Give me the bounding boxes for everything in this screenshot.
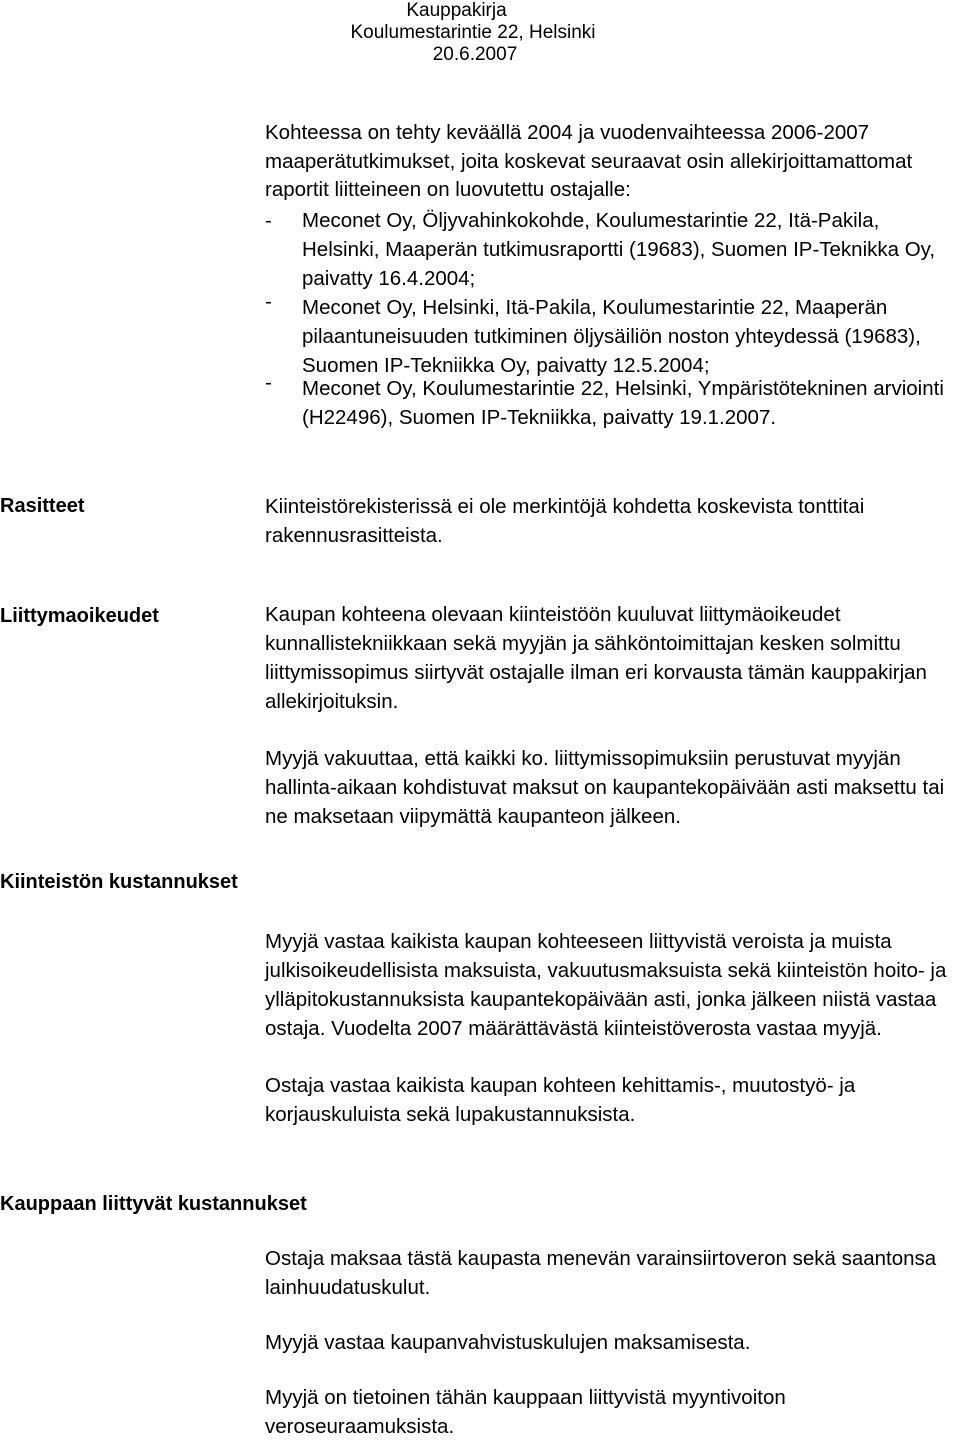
paragraph: Myyjä vastaa kaikista kaupan kohteeseen liittyvistä veroista ja muista julkisoikeudellisista maksuista, vakuutusmaksuista sekä kiinteistön hoito- ja ylläpitokustannuksista kaupantekopäivään asti, jonka jälkeen niistä vastaa ostaja. Vuodelta 2007 määrättävästä kiinteistöverosta vastaa myyjä. [265,930,947,1040]
paragraph: Ostaja vastaa kaikista kaupan kohteen kehittamis-, muutostyö- ja korjauskuluista sekä lupakustannuksista. [265,1074,856,1126]
report-list [265,206,955,432]
list-bullet: - [265,290,272,313]
report-text: Meconet Oy, Koulumestarintie 22, Helsinki, Ympäristötekninen arviointi (H22496), Suomen IP-Tekniikka, paivatty 19.1.2007. [302,377,944,429]
paragraph: Ostaja maksaa tästä kaupasta menevän varainsiirtoveron sekä saantonsa lainhuudatuskulut. [265,1247,937,1299]
paragraph: Myyjä vastaa kaupanvahvistuskulujen maksamisesta. [265,1331,751,1354]
intro-paragraph: Kohteessa on tehty keväällä 2004 ja vuodenvaihteessa 2006-2007 maaperätutkimukset, joita koskevat seuraavat osin allekirjoittamattomat raportit liitteineen on luovutettu ostajalle: [265,121,913,201]
list-item [265,206,955,293]
report-text: Meconet Oy, Helsinki, Itä-Pakila, Koulumestarintie 22, Maaperän pilaantuneisuuden tutkiminen öljysäiliön noston yhteydessä (19683), Suomen IP-Tekniikka Oy, paivatty 12.5.2004; [302,296,921,377]
list-bullet: - [265,371,272,394]
paragraph: Kiinteistörekisterissä ei ole merkintöjä kohdetta koskevista tonttitai rakennusrasitteista. [265,495,865,547]
section-body-kauppaan-liittyvat-kustannukset [265,1244,955,1441]
section-body-kiinteiston-kustannukset [265,927,955,1129]
section-heading-kiinteiston-kustannukset: Kiinteistön kustannukset [0,871,238,893]
report-text: Meconet Oy, Öljyvahinkokohde, Koulumestarintie 22, Itä-Pakila, Helsinki, Maaperän tutkimusraportti (19683), Suomen IP-Teknikka Oy, paivatty 16.4.2004; [302,209,936,290]
property-address: Koulumestarintie 22, Helsinki [350,22,596,43]
section-heading-liittymaoikeudet: Liittymaoikeudet [0,605,159,627]
list-bullet: - [265,209,272,232]
list-item [265,371,955,432]
paragraph: Myyjä on tietoinen tähän kauppaan liittyvistä myyntivoiton veroseuraamuksista. [265,1386,786,1438]
section-heading-kauppaan-liittyvat-kustannukset: Kauppaan liittyvät kustannukset [0,1193,307,1215]
document-header [0,0,960,66]
paragraph: Myyjä vakuuttaa, että kaikki ko. liittymissopimuksiin perustuvat myyjän hallinta-aikaan kohdistuvat maksut on kaupantekopäivään asti maksettu tai ne maksetaan viipymättä kaupanteon jälkeen. [265,747,945,828]
document-title: Kauppakirja [406,0,507,21]
list-item [265,290,955,377]
section-heading-rasitteet: Rasitteet [0,495,85,517]
document-date: 20.6.2007 [432,44,518,65]
paragraph: Kaupan kohteena olevaan kiinteistöön kuuluvat liittymäoikeudet kunnallistekniikkaan sekä myyjän ja sähköntoimittajan kesken solmittu liittymissopimus siirtyvät ostajalle ilman eri korvausta tämän kauppakirjan allekirjoituksin. [265,603,927,713]
section-body-liittymaoikeudet [265,600,955,831]
section-body-rasitteet [265,492,955,550]
